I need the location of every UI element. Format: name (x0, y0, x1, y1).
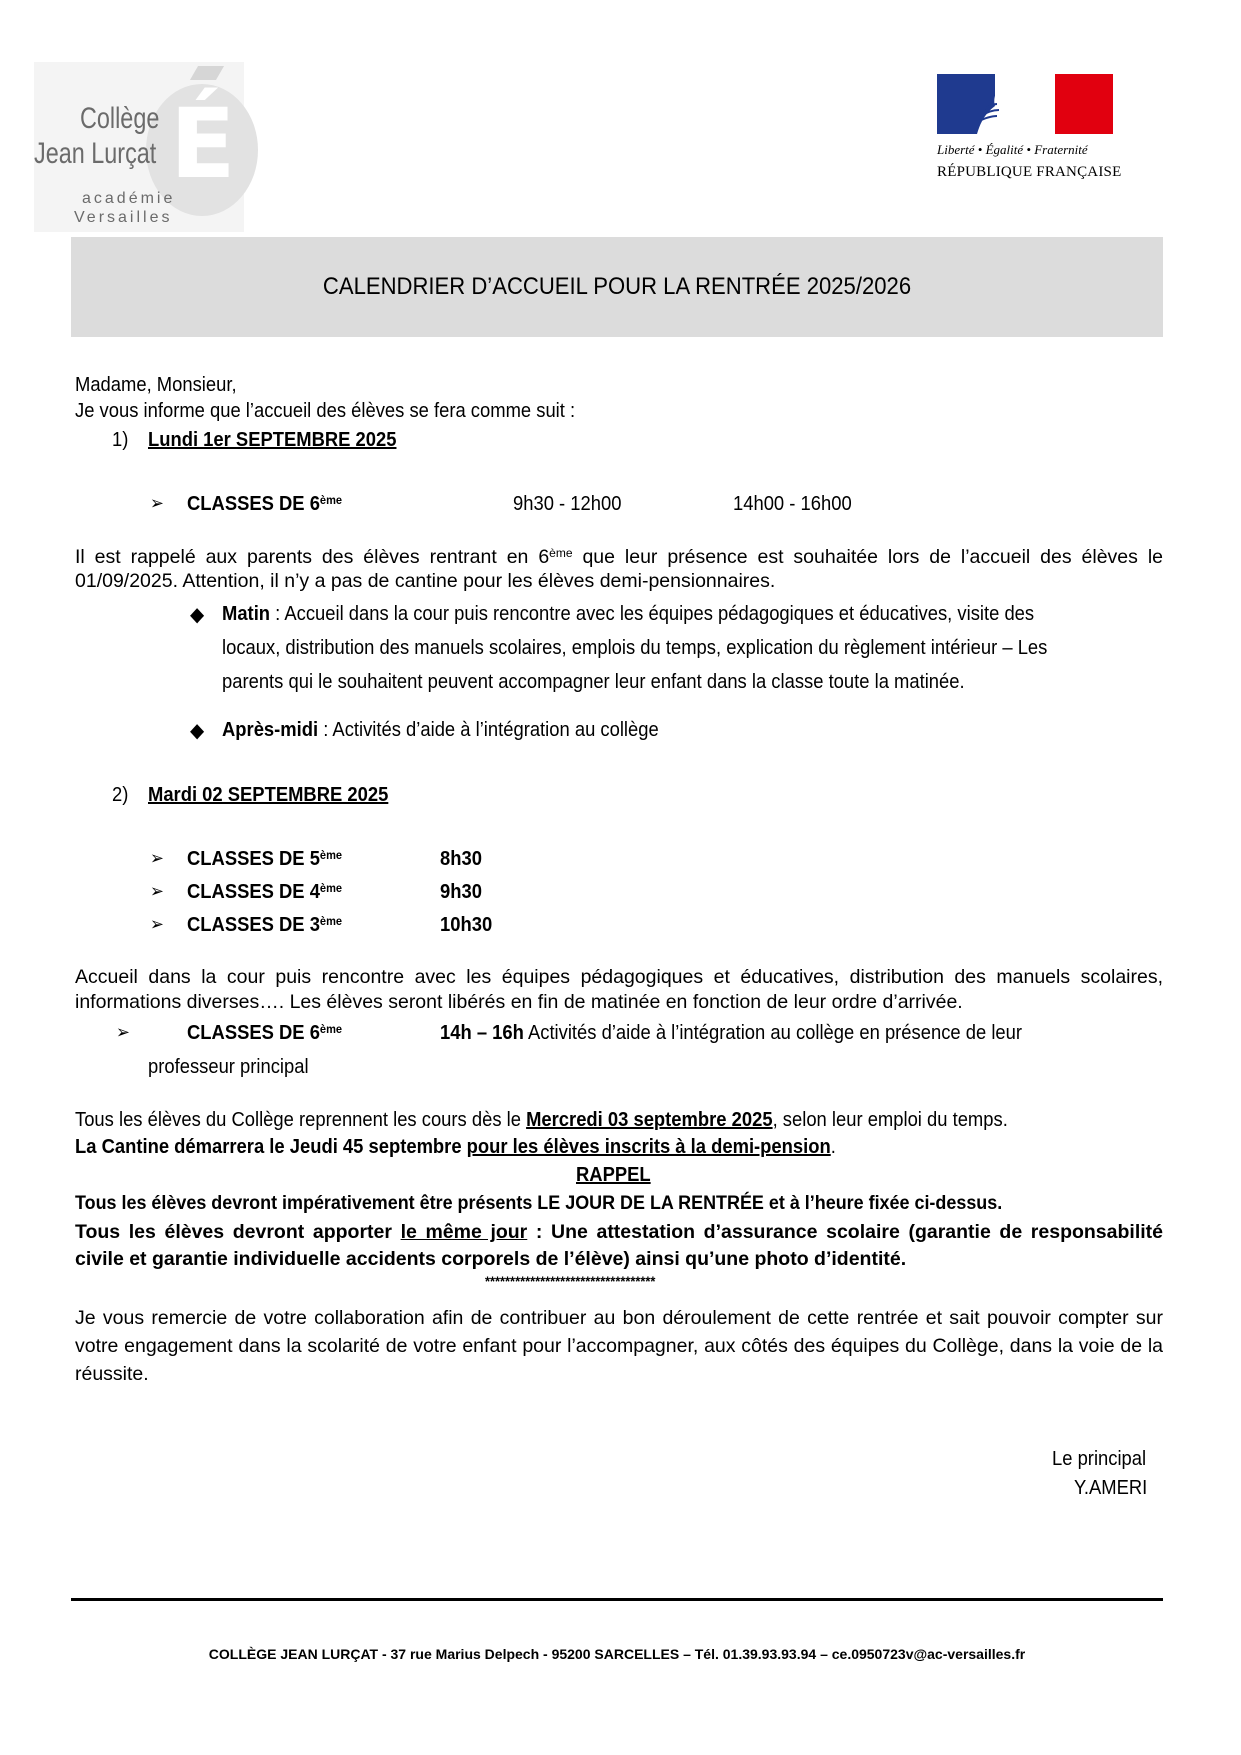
arrow-bullet-icon: ➢ (150, 881, 164, 902)
day1-afternoon: Après-midi : Activités d’aide à l’intégration au collège (222, 719, 659, 741)
day2-sixth-activities-line2: professeur principal (148, 1056, 309, 1078)
greeting: Madame, Monsieur, (75, 374, 237, 396)
day1-class: CLASSES DE 6ème (187, 493, 343, 515)
republic-name: RÉPUBLIQUE FRANÇAISE (937, 164, 1122, 180)
footer: COLLÈGE JEAN LURÇAT - 37 rue Marius Delpech - 95200 SARCELLES – Tél. 01.39.93.93.94 – ce.0950723v@ac-versailles.fr (208, 1646, 1026, 1662)
republique-francaise-logo (937, 74, 1122, 186)
day2-label: Mardi 02 SEPTEMBRE 2025 (148, 784, 389, 806)
day2-time-3: 10h30 (440, 914, 493, 936)
day2-time-4: 9h30 (440, 881, 482, 903)
signature-name: Y.AMERI (1074, 1477, 1148, 1499)
day2-class-5: CLASSES DE 5ème (187, 848, 343, 870)
day1-number: 1) (112, 429, 129, 451)
day1-morning: Matin : Accueil dans la cour puis rencontre avec les équipes pédagogiques et éducatives, visite des (222, 603, 1035, 625)
college-logo-letter: É (170, 88, 236, 200)
college-logo-line3: académie (82, 190, 176, 207)
college-logo (34, 62, 244, 232)
day1-morning-line2: locaux, distribution des manuels scolaires, emplois du temps, explication du règlement intérieur – Les (222, 637, 1048, 659)
day2-class-6: CLASSES DE 6ème (187, 1022, 343, 1044)
arrow-bullet-icon: ➢ (150, 493, 164, 514)
day1-time-afternoon: 14h00 - 16h00 (733, 493, 852, 515)
resume-line: Tous les élèves du Collège reprennent les cours dès le Mercredi 03 septembre 2025, selon leur emploi du temps. (75, 1109, 1008, 1131)
day1-label: Lundi 1er SEPTEMBRE 2025 (148, 429, 397, 451)
rappel-heading: RAPPEL (576, 1164, 651, 1186)
arrow-bullet-icon: ➢ (150, 914, 164, 935)
day1-morning-line3: parents qui le souhaitent peuvent accompagner leur enfant dans la classe toute la matinée. (222, 671, 965, 693)
diamond-bullet-icon: ◆ (190, 718, 205, 742)
intro: Je vous informe que l’accueil des élèves se fera comme suit : (75, 400, 576, 422)
stars-separator: ********************************** (485, 1273, 656, 1289)
day2-class-4: CLASSES DE 4ème (187, 881, 343, 903)
arrow-bullet-icon: ➢ (150, 848, 164, 869)
day1-note: Il est rappelé aux parents des élèves rentrant en 6ème que leur présence est souhaitée lors de l’accueil des élèves le 01/09/2025. Attention, il n’y a pas de cantine pour les élèves demi-pensionnaires. (75, 546, 1163, 592)
republic-motto: Liberté • Égalité • Fraternité (937, 142, 1088, 157)
day2-note: Accueil dans la cour puis rencontre avec les équipes pédagogiques et éducatives, distribution des manuels scolaires, informations diverses…. Les élèves seront libérés en fin de matinée en fonction de leur ordre d’arrivée. (75, 966, 1163, 1013)
footer-rule (71, 1598, 1163, 1601)
rappel-line2: Tous les élèves devront apporter le même jour : Une attestation d’assurance scolaire (garantie de responsabilité civile et garantie individuelle accidents corporels de l’élève) ainsi qu’une photo d’identité. (75, 1221, 1163, 1270)
signature-role: Le principal (1052, 1448, 1147, 1470)
day2-number: 2) (112, 784, 129, 806)
cantine-line: La Cantine démarrera le Jeudi 45 septembre pour les élèves inscrits à la demi-pension. (75, 1136, 836, 1158)
page-title: CALENDRIER D’ACCUEIL POUR LA RENTRÉE 2025/2026 (322, 273, 912, 300)
rappel-line1: Tous les élèves devront impérativement être présents LE JOUR DE LA RENTRÉE et à l’heure fixée ci-dessus. (75, 1192, 1003, 1214)
day1-time-morning: 9h30 - 12h00 (513, 493, 622, 515)
day2-time-5: 8h30 (440, 848, 482, 870)
day2-class-3: CLASSES DE 3ème (187, 914, 343, 936)
college-logo-line2: Jean Lurçat (34, 137, 157, 170)
flag-red (1055, 74, 1113, 134)
closing-paragraph: Je vous remercie de votre collaboration afin de contribuer au bon déroulement de cette rentrée et sait pouvoir compter sur votre engagement dans la scolarité de votre enfant pour l’accompagner, aux côtés des équipes du Collège, dans la voie de la réussite. (75, 1307, 1163, 1385)
arrow-bullet-icon: ➢ (116, 1022, 130, 1043)
diamond-bullet-icon: ◆ (190, 602, 205, 626)
college-logo-line4: Versailles (74, 209, 173, 226)
college-logo-line1: Collège (80, 102, 160, 135)
day2-sixth-activities: 14h – 16h Activités d’aide à l’intégration au collège en présence de leur (440, 1022, 1023, 1044)
marianne-icon (967, 76, 1051, 134)
